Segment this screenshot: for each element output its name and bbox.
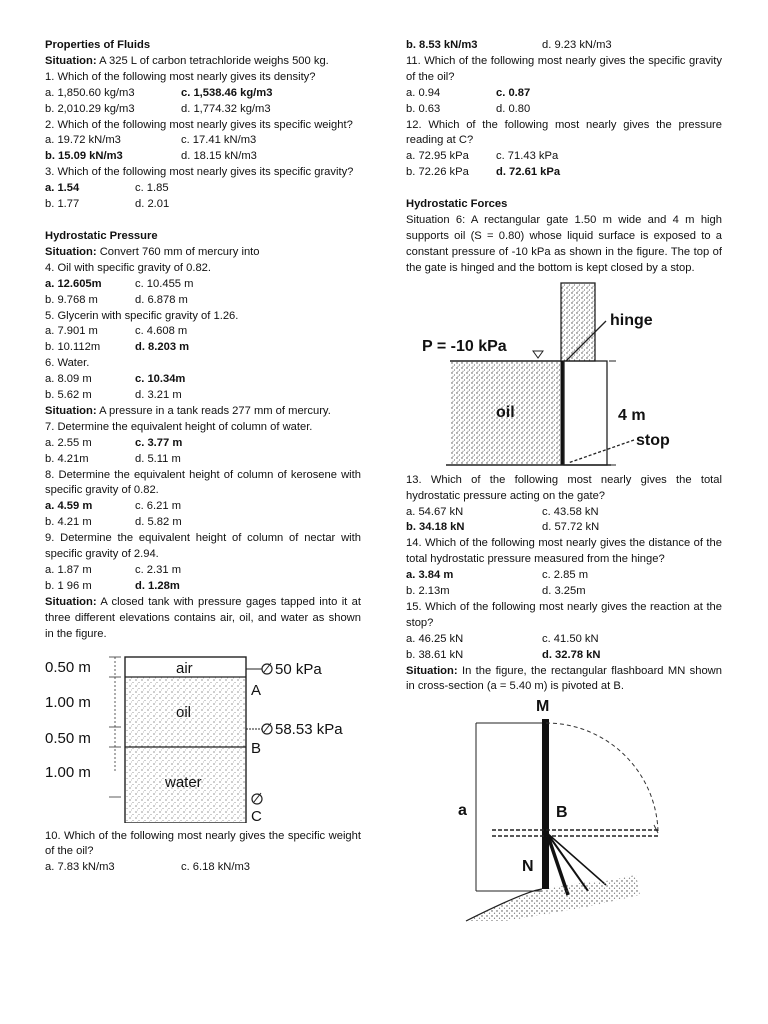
question-11: 11. Which of the following most nearly gives the specific gravity of the oil? (406, 54, 722, 83)
choices-row (45, 515, 361, 531)
situation-text: A pressure in a tank reads 277 mm of mercury. (96, 404, 331, 417)
choice: a. 7.83 kN/m3 (45, 861, 115, 874)
choice: d. 1,774.32 kg/m3 (181, 102, 271, 115)
choice-answer: c. 1,538.46 kg/m3 (181, 86, 273, 99)
choice: a. 54.67 kN (406, 505, 464, 518)
choice: c. 41.50 kN (542, 632, 599, 645)
water-label: water (165, 773, 202, 791)
hinge-label: hinge (610, 311, 653, 329)
section-title-hydrostatic-pressure: Hydrostatic Pressure (45, 229, 158, 242)
choice: c. 6.18 kN/m3 (181, 861, 251, 874)
label-m: M (536, 698, 550, 716)
situation-text: Convert 760 mm of mercury into (96, 245, 260, 258)
surface-marker-icon (533, 351, 543, 358)
choice: b. 1 96 m (45, 579, 92, 592)
choice: d. 3.21 m (135, 389, 182, 402)
choice: d. 18.15 kN/m3 (181, 150, 257, 163)
question-5: 5. Glycerin with specific gravity of 1.26. (45, 309, 239, 322)
choice-answer: b. 15.09 kN/m3 (45, 150, 123, 163)
choices-row (406, 149, 722, 165)
choices-row (406, 568, 722, 584)
choices-row (45, 563, 361, 579)
choice: c. 71.43 kPa (496, 150, 559, 163)
situation-text: A closed tank with pressure gages tapped into it at three different elevations contains air, oil, and water as shown in the figure. (45, 595, 361, 640)
choice: b. 4.21m (45, 452, 89, 465)
situation-3 (45, 404, 361, 420)
choice-answer: b. 34.18 kN (406, 521, 465, 534)
choices-row (45, 388, 361, 404)
stop-pointer (568, 440, 634, 463)
situation-label: Situation: (45, 595, 97, 608)
air-label: air (176, 659, 193, 677)
choice: a. 2.55 m (45, 436, 92, 449)
situation-2 (45, 245, 361, 261)
choice: a. 0.94 (406, 86, 441, 99)
gage-a-pressure: 50 kPa (275, 660, 322, 678)
choice: b. 5.62 m (45, 389, 92, 402)
choices-row (45, 149, 361, 165)
choice: c. 1.85 (135, 182, 169, 195)
choice-answer: c. 10.34m (135, 373, 186, 386)
gage-a-label: A (251, 681, 262, 699)
choice: d. 9.23 kN/m3 (542, 39, 612, 51)
choice-answer: d. 1.28m (135, 579, 180, 592)
choices-row (406, 520, 722, 536)
choices-row (406, 165, 722, 181)
choices-row (45, 102, 361, 118)
choices-row (45, 860, 361, 876)
choice: d. 5.82 m (135, 516, 182, 529)
question-1: 1. Which of the following most nearly gives its density? (45, 70, 316, 83)
choice: d. 0.80 (496, 102, 531, 115)
tank-figure (45, 643, 361, 823)
question-8: 8. Determine the equivalent height of column of kerosene with specific gravity of 0.82. (45, 468, 361, 497)
label-b: B (556, 804, 568, 822)
section-title-hydrostatic-forces: Hydrostatic Forces (406, 198, 508, 211)
choice: d. 3.25m (542, 585, 586, 598)
choices-row (45, 340, 361, 356)
choices-row (406, 505, 722, 521)
choice: c. 43.58 kN (542, 505, 599, 518)
oil-label: oil (176, 703, 192, 721)
choice: c. 17.41 kN/m3 (181, 134, 257, 147)
choices-row (45, 452, 361, 468)
choice: b. 4.21 m (45, 516, 92, 529)
flashboard-figure (406, 695, 722, 927)
choice: b. 1.77 (45, 198, 80, 211)
choice: a. 1.87 m (45, 564, 92, 576)
choice-answer: c. 0.87 (496, 86, 531, 99)
question-10: 10. Which of the following most nearly gives the specific weight of the oil? (45, 829, 361, 858)
choice-answer: d. 8.203 m (135, 341, 190, 354)
gage-b-pressure: 58.53 kPa (275, 720, 343, 738)
question-2: 2. Which of the following most nearly gives its specific weight? (45, 118, 353, 131)
question-15: 15. Which of the following most nearly gives the reaction at the stop? (406, 600, 722, 629)
question-14: 14. Which of the following most nearly gives the distance of the total hydrostatic pressure measured from the hinge? (406, 537, 722, 566)
height-label-4: 1.00 m (45, 763, 91, 781)
gate-figure (406, 277, 722, 473)
choices-row (45, 197, 361, 213)
choices-row (45, 499, 361, 515)
choices-row (45, 181, 361, 197)
situation-label: Situation: (406, 664, 458, 677)
choice-answer: d. 32.78 kN (542, 648, 601, 661)
choice: b. 2.13m (406, 585, 450, 598)
question-13: 13. Which of the following most nearly gives the total hydrostatic pressure acting on the gate? (406, 473, 722, 502)
choice-answer: b. 8.53 kN/m3 (406, 39, 478, 51)
choice-answer: a. 1.54 (45, 182, 80, 195)
situation-text: A 325 L of carbon tetrachloride weighs 500 kg. (96, 54, 329, 67)
choices-row (45, 86, 361, 102)
question-6: 6. Water. (45, 357, 90, 370)
height-label: 4 m (618, 406, 646, 424)
question-9: 9. Determine the equivalent height of column of nectar with specific gravity of 2.94. (45, 532, 361, 561)
situation-4 (45, 595, 361, 643)
choice: a. 8.09 m (45, 373, 92, 386)
left-column (45, 38, 361, 876)
stop-label: stop (636, 431, 670, 449)
choice: a. 72.95 kPa (406, 150, 469, 163)
choice: b. 0.63 (406, 102, 441, 115)
gage-a-icon (246, 663, 272, 674)
choice: a. 7.901 m (45, 325, 98, 338)
choice: c. 10.455 m (135, 277, 194, 290)
right-column (406, 38, 722, 927)
pressure-label: P = -10 kPa (422, 337, 507, 355)
right-box (564, 361, 607, 465)
choice: c. 4.608 m (135, 325, 188, 338)
oil-label-fig: oil (496, 403, 515, 421)
ground (466, 875, 640, 921)
situation-label: Situation: (45, 404, 97, 417)
choices-row (406, 38, 722, 54)
choice: d. 6.878 m (135, 293, 188, 306)
choice: d. 2.01 (135, 198, 170, 211)
choices-row (45, 372, 361, 388)
choices-row (406, 86, 722, 102)
choice: b. 9.768 m (45, 293, 98, 306)
situation-7 (406, 664, 722, 696)
situation-label: Situation: (45, 245, 97, 258)
question-4: 4. Oil with specific gravity of 0.82. (45, 261, 212, 274)
choice: b. 2,010.29 kg/m3 (45, 102, 135, 115)
choice: c. 6.21 m (135, 500, 182, 513)
situation-label: Situation: (45, 54, 97, 67)
choices-row (406, 632, 722, 648)
choice: c. 2.31 m (135, 564, 182, 576)
choice: b. 38.61 kN (406, 648, 464, 661)
choice: a. 46.25 kN (406, 632, 464, 645)
choice: d. 5.11 m (135, 452, 181, 465)
height-label-3: 0.50 m (45, 729, 91, 747)
height-label-1: 0.50 m (45, 658, 91, 676)
choices-row (406, 648, 722, 664)
choice: d. 57.72 kN (542, 521, 600, 534)
choices-row (406, 584, 722, 600)
choice: a. 1,850.60 kg/m3 (45, 86, 135, 99)
situation-text: In the figure, the rectangular flashboard MN shown in cross-section (a = 5.40 m) is pivoted at B. (406, 664, 722, 693)
choices-row (45, 579, 361, 595)
choice: a. 19.72 kN/m3 (45, 134, 121, 147)
choice-answer: a. 3.84 m (406, 569, 454, 582)
flashboard-mn (542, 719, 549, 889)
choice: b. 72.26 kPa (406, 166, 469, 179)
choices-row (406, 102, 722, 118)
height-label-2: 1.00 m (45, 693, 91, 711)
choice: c. 2.85 m (542, 569, 589, 582)
question-7: 7. Determine the equivalent height of column of water. (45, 420, 313, 433)
gage-b-icon (246, 723, 272, 734)
label-a: a (458, 802, 467, 820)
choice: b. 10.112m (45, 341, 101, 354)
choices-row (45, 293, 361, 309)
choice-answer: a. 4.59 m (45, 500, 93, 513)
choices-row (45, 277, 361, 293)
choice-answer: a. 12.605m (45, 277, 102, 290)
choice-answer: d. 72.61 kPa (496, 166, 561, 179)
situation-6: Situation 6: A rectangular gate 1.50 m wide and 4 m high supports oil (S = 0.80) whose liquid surface is exposed to a constant pressure of -10 kPa as shown in the figure. The top of the gate is hinged and the bottom is kept closed by a stop. (406, 214, 722, 274)
situation-1 (45, 54, 361, 70)
section-title-properties: Properties of Fluids (45, 39, 151, 51)
gage-b-label: B (251, 739, 262, 757)
choices-row (45, 436, 361, 452)
choice-answer: c. 3.77 m (135, 436, 183, 449)
choices-row (45, 324, 361, 340)
choices-row (45, 133, 361, 149)
gage-c-icon (252, 793, 262, 804)
question-12: 12. Which of the following most nearly gives the pressure reading at C? (406, 118, 722, 147)
question-3: 3. Which of the following most nearly gives its specific gravity? (45, 166, 354, 179)
label-n: N (522, 858, 534, 876)
gage-c-label: C (251, 807, 262, 823)
